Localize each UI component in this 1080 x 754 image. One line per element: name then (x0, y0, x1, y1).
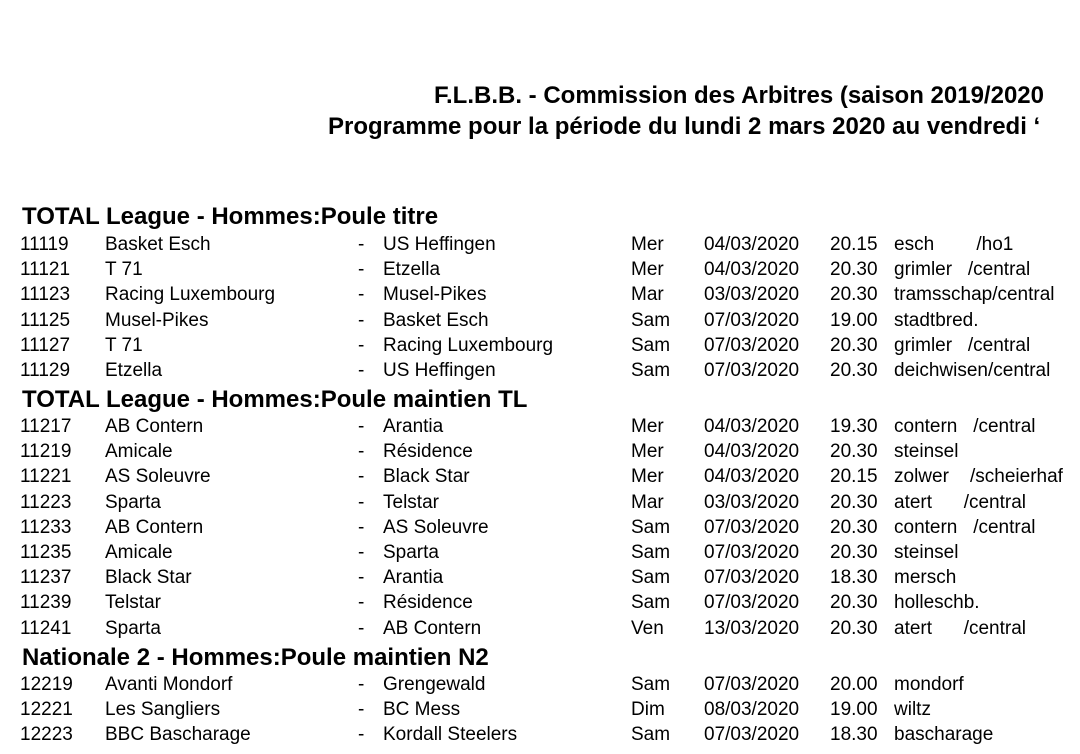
match-number: 11127 (20, 335, 71, 356)
match-venue: contern /central (894, 416, 1036, 437)
match-time: 20.15 (830, 234, 878, 255)
match-venue: tramsschap/central (894, 284, 1055, 305)
match-venue: zolwer /scheierhaf (894, 466, 1063, 487)
match-day: Mar (631, 492, 664, 513)
match-date: 03/03/2020 (704, 284, 800, 305)
match-time: 20.15 (830, 466, 878, 487)
match-day: Sam (631, 335, 671, 356)
separator-dash: - (358, 492, 365, 513)
home-team: Black Star (105, 567, 192, 588)
section-title: TOTAL League - Hommes:Poule titre (22, 203, 439, 230)
home-team: Basket Esch (105, 234, 211, 255)
match-day: Mer (631, 466, 664, 487)
match-number: 11219 (20, 441, 72, 462)
table-row (0, 464, 1080, 489)
match-date: 04/03/2020 (704, 441, 800, 462)
match-day: Mer (631, 416, 664, 437)
match-venue: atert /central (894, 618, 1026, 639)
away-team: Basket Esch (383, 310, 489, 331)
match-number: 12223 (20, 724, 73, 745)
table-row (0, 722, 1080, 747)
match-venue: bascharage (894, 724, 994, 745)
document-title: F.L.B.B. - Commission des Arbitres (saison 2019/2020 (434, 82, 1044, 109)
match-date: 04/03/2020 (704, 259, 800, 280)
match-venue: esch /ho1 (894, 234, 1014, 255)
match-number: 11239 (20, 592, 72, 613)
table-row (0, 490, 1080, 515)
away-team: Musel-Pikes (383, 284, 487, 305)
match-time: 20.30 (830, 492, 878, 513)
match-time: 20.30 (830, 441, 878, 462)
match-number: 11217 (20, 416, 72, 437)
separator-dash: - (358, 466, 365, 487)
table-row (0, 358, 1080, 383)
match-date: 04/03/2020 (704, 416, 800, 437)
home-team: Racing Luxembourg (105, 284, 276, 305)
match-number: 11121 (20, 259, 71, 280)
table-row (0, 616, 1080, 641)
match-time: 20.00 (830, 674, 878, 695)
match-date: 07/03/2020 (704, 360, 800, 381)
home-team: Musel-Pikes (105, 310, 209, 331)
away-team: AB Contern (383, 618, 482, 639)
away-team: AS Soleuvre (383, 517, 489, 538)
home-team: AB Contern (105, 517, 204, 538)
match-number: 11221 (20, 466, 72, 487)
match-day: Sam (631, 724, 671, 745)
home-team: Les Sangliers (105, 699, 221, 720)
match-date: 07/03/2020 (704, 310, 800, 331)
match-date: 08/03/2020 (704, 699, 800, 720)
away-team: US Heffingen (383, 234, 496, 255)
match-day: Dim (631, 699, 665, 720)
table-row (0, 439, 1080, 464)
table-row (0, 515, 1080, 540)
away-team: Arantia (383, 567, 444, 588)
away-team: Black Star (383, 466, 470, 487)
separator-dash: - (358, 234, 365, 255)
table-row (0, 565, 1080, 590)
match-time: 20.30 (830, 284, 878, 305)
match-number: 12221 (20, 699, 73, 720)
home-team: T 71 (105, 335, 143, 356)
match-date: 04/03/2020 (704, 234, 800, 255)
away-team: Arantia (383, 416, 444, 437)
match-number: 11119 (20, 234, 69, 255)
match-day: Sam (631, 360, 671, 381)
match-time: 20.30 (830, 618, 878, 639)
match-number: 11233 (20, 517, 72, 538)
match-number: 11241 (20, 618, 72, 639)
away-team: Grengewald (383, 674, 486, 695)
match-date: 07/03/2020 (704, 724, 800, 745)
match-venue: deichwisen/central (894, 360, 1051, 381)
match-day: Mer (631, 259, 664, 280)
document-subtitle: Programme pour la période du lundi 2 mars 2020 au vendredi ‘ (328, 113, 1041, 140)
separator-dash: - (358, 674, 365, 695)
home-team: T 71 (105, 259, 143, 280)
match-venue: grimler /central (894, 335, 1031, 356)
match-day: Ven (631, 618, 664, 639)
table-row (0, 414, 1080, 439)
match-date: 07/03/2020 (704, 674, 800, 695)
match-date: 07/03/2020 (704, 592, 800, 613)
match-venue: mondorf (894, 674, 964, 695)
match-venue: stadtbred. (894, 310, 979, 331)
match-date: 04/03/2020 (704, 466, 800, 487)
separator-dash: - (358, 259, 365, 280)
match-venue: steinsel (894, 441, 959, 462)
separator-dash: - (358, 284, 365, 305)
match-date: 07/03/2020 (704, 517, 800, 538)
section-title: TOTAL League - Hommes:Poule maintien TL (22, 386, 528, 413)
home-team: AB Contern (105, 416, 204, 437)
separator-dash: - (358, 335, 365, 356)
table-row (0, 333, 1080, 358)
away-team: Sparta (383, 542, 439, 563)
table-row (0, 308, 1080, 333)
table-row (0, 590, 1080, 615)
match-time: 18.30 (830, 567, 878, 588)
match-date: 07/03/2020 (704, 542, 800, 563)
match-day: Mer (631, 441, 664, 462)
match-date: 07/03/2020 (704, 567, 800, 588)
match-date: 07/03/2020 (704, 335, 800, 356)
table-row (0, 282, 1080, 307)
match-venue: contern /central (894, 517, 1036, 538)
away-team: Etzella (383, 259, 441, 280)
match-venue: steinsel (894, 542, 959, 563)
home-team: BBC Bascharage (105, 724, 251, 745)
match-day: Mar (631, 284, 664, 305)
match-day: Sam (631, 310, 671, 331)
home-team: AS Soleuvre (105, 466, 211, 487)
match-day: Sam (631, 542, 671, 563)
match-time: 19.00 (830, 310, 878, 331)
match-date: 13/03/2020 (704, 618, 800, 639)
match-time: 20.30 (830, 360, 878, 381)
match-venue: mersch (894, 567, 957, 588)
match-time: 20.30 (830, 335, 878, 356)
table-row (0, 232, 1080, 257)
match-number: 11237 (20, 567, 72, 588)
separator-dash: - (358, 618, 365, 639)
separator-dash: - (358, 699, 365, 720)
separator-dash: - (358, 310, 365, 331)
match-time: 20.30 (830, 542, 878, 563)
table-row (0, 540, 1080, 565)
home-team: Etzella (105, 360, 163, 381)
home-team: Amicale (105, 542, 173, 563)
away-team: Kordall Steelers (383, 724, 518, 745)
match-number: 11129 (20, 360, 71, 381)
match-venue: wiltz (894, 699, 931, 720)
separator-dash: - (358, 567, 365, 588)
away-team: BC Mess (383, 699, 461, 720)
home-team: Sparta (105, 492, 161, 513)
match-day: Sam (631, 567, 671, 588)
separator-dash: - (358, 441, 365, 462)
match-venue: atert /central (894, 492, 1026, 513)
match-time: 19.30 (830, 416, 878, 437)
section-title: Nationale 2 - Hommes:Poule maintien N2 (22, 644, 489, 671)
away-team: Racing Luxembourg (383, 335, 554, 356)
away-team: Résidence (383, 441, 473, 462)
table-row (0, 672, 1080, 697)
match-day: Mer (631, 234, 664, 255)
match-venue: grimler /central (894, 259, 1031, 280)
match-time: 18.30 (830, 724, 878, 745)
match-number: 12219 (20, 674, 73, 695)
home-team: Avanti Mondorf (105, 674, 233, 695)
separator-dash: - (358, 724, 365, 745)
match-time: 20.30 (830, 517, 878, 538)
table-row (0, 257, 1080, 282)
match-day: Sam (631, 674, 671, 695)
match-time: 20.30 (830, 259, 878, 280)
separator-dash: - (358, 592, 365, 613)
home-team: Telstar (105, 592, 161, 613)
match-number: 11125 (20, 310, 71, 331)
match-day: Sam (631, 517, 671, 538)
match-number: 11123 (20, 284, 71, 305)
separator-dash: - (358, 542, 365, 563)
match-time: 19.00 (830, 699, 878, 720)
match-day: Sam (631, 592, 671, 613)
match-venue: holleschb. (894, 592, 980, 613)
separator-dash: - (358, 360, 365, 381)
match-number: 11223 (20, 492, 72, 513)
away-team: Résidence (383, 592, 473, 613)
separator-dash: - (358, 416, 365, 437)
away-team: Telstar (383, 492, 439, 513)
match-time: 20.30 (830, 592, 878, 613)
away-team: US Heffingen (383, 360, 496, 381)
table-row (0, 697, 1080, 722)
match-number: 11235 (20, 542, 72, 563)
separator-dash: - (358, 517, 365, 538)
home-team: Amicale (105, 441, 173, 462)
home-team: Sparta (105, 618, 161, 639)
match-date: 03/03/2020 (704, 492, 800, 513)
